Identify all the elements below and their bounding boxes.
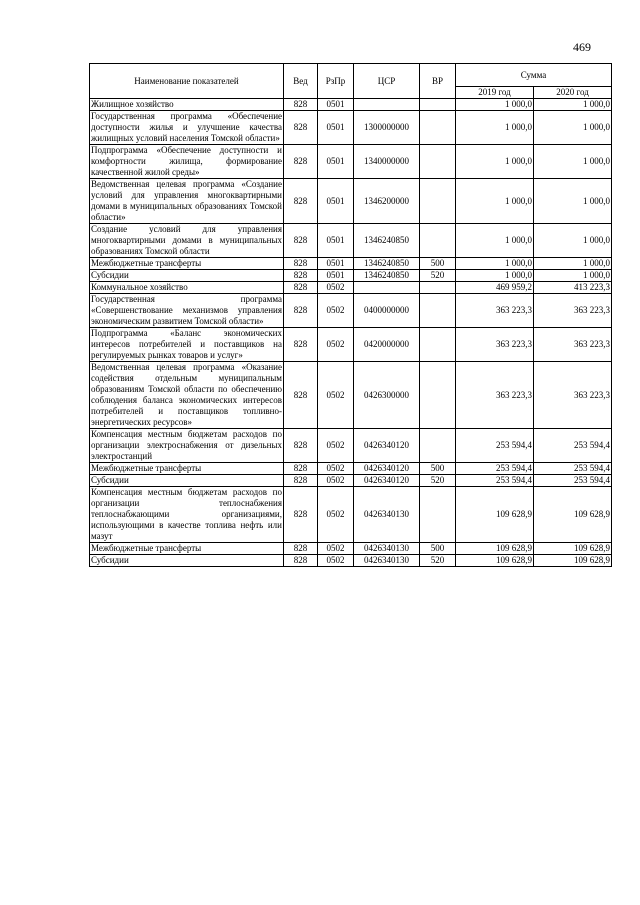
row-rzpr: 0501 [318, 224, 354, 258]
row-vr: 500 [420, 258, 456, 270]
row-sum-2020: 109 628,9 [534, 543, 612, 555]
row-ved: 828 [284, 99, 318, 111]
row-ved: 828 [284, 224, 318, 258]
row-name: Субсидии [90, 555, 284, 567]
row-sum-2019: 109 628,9 [456, 543, 534, 555]
row-vr: 520 [420, 475, 456, 487]
row-sum-2020: 363 223,3 [534, 362, 612, 429]
row-sum-2020: 1 000,0 [534, 179, 612, 224]
row-ved: 828 [284, 294, 318, 328]
row-sum-2019: 363 223,3 [456, 362, 534, 429]
row-vr [420, 224, 456, 258]
row-csr: 0426340130 [354, 555, 420, 567]
row-rzpr: 0501 [318, 111, 354, 145]
table-row [90, 179, 612, 224]
row-vr [420, 145, 456, 179]
row-name: Ведомственная целевая программа «Оказание содействия отдельным муниципальным образованиям Томской области по обеспечению соблюдения баланса экономических интересов потребителей и поставщиков топливно-энергетических ресурсов» [91, 362, 282, 427]
row-sum-2019: 253 594,4 [456, 429, 534, 463]
row-name: Межбюджетные трансферты [90, 543, 284, 555]
row-sum-2019: 1 000,0 [456, 258, 534, 270]
row-rzpr: 0502 [318, 294, 354, 328]
row-sum-2019: 1 000,0 [456, 145, 534, 179]
row-name: Государственная программа «Совершенствование механизмов управления экономическим развитием Томской области» [91, 294, 282, 326]
row-ved: 828 [284, 258, 318, 270]
row-sum-2019: 1 000,0 [456, 99, 534, 111]
row-sum-2020: 1 000,0 [534, 270, 612, 282]
row-csr: 0426340130 [354, 543, 420, 555]
row-csr [354, 99, 420, 111]
row-csr: 1346240850 [354, 270, 420, 282]
row-sum-2020: 253 594,4 [534, 475, 612, 487]
row-sum-2020: 109 628,9 [534, 555, 612, 567]
row-vr [420, 282, 456, 294]
row-csr: 0420000000 [354, 328, 420, 362]
table-row [90, 258, 612, 270]
row-name: Компенсация местным бюджетам расходов по организации электроснабжения от дизельных электростанций [91, 429, 282, 461]
table-row [90, 463, 612, 475]
row-sum-2019: 1 000,0 [456, 111, 534, 145]
row-sum-2020: 1 000,0 [534, 224, 612, 258]
header-2019: 2019 год [456, 87, 534, 99]
row-rzpr: 0502 [318, 463, 354, 475]
row-ved: 828 [284, 362, 318, 429]
row-rzpr: 0501 [318, 179, 354, 224]
table-row [90, 543, 612, 555]
row-csr: 1346200000 [354, 179, 420, 224]
header-name: Наименование показателей [90, 64, 284, 99]
row-csr: 0426340130 [354, 487, 420, 543]
row-sum-2019: 109 628,9 [456, 487, 534, 543]
row-rzpr: 0502 [318, 362, 354, 429]
table-row [90, 224, 612, 258]
table-row [90, 99, 612, 111]
row-ved: 828 [284, 463, 318, 475]
row-vr: 500 [420, 543, 456, 555]
row-name: Ведомственная целевая программа «Создание условий для управления многоквартирными домами в муниципальных образованиях Томской области» [91, 179, 282, 222]
row-sum-2019: 253 594,4 [456, 475, 534, 487]
row-csr: 0400000000 [354, 294, 420, 328]
page-number: 469 [573, 40, 591, 54]
row-rzpr: 0501 [318, 258, 354, 270]
row-csr: 0426300000 [354, 362, 420, 429]
row-vr [420, 179, 456, 224]
row-sum-2020: 1 000,0 [534, 99, 612, 111]
row-sum-2019: 363 223,3 [456, 294, 534, 328]
row-csr: 0426340120 [354, 429, 420, 463]
table-row [90, 475, 612, 487]
row-rzpr: 0502 [318, 282, 354, 294]
row-sum-2019: 469 959,2 [456, 282, 534, 294]
row-vr [420, 328, 456, 362]
budget-table [89, 63, 612, 567]
row-sum-2020: 1 000,0 [534, 258, 612, 270]
row-name: Межбюджетные трансферты [90, 258, 284, 270]
row-rzpr: 0502 [318, 328, 354, 362]
row-csr: 1346240850 [354, 224, 420, 258]
table-row [90, 487, 612, 543]
row-rzpr: 0501 [318, 270, 354, 282]
row-ved: 828 [284, 555, 318, 567]
row-sum-2020: 363 223,3 [534, 294, 612, 328]
header-vr: ВР [420, 64, 456, 99]
row-sum-2019: 253 594,4 [456, 463, 534, 475]
row-rzpr: 0502 [318, 487, 354, 543]
table-row [90, 429, 612, 463]
row-ved: 828 [284, 429, 318, 463]
row-vr: 500 [420, 463, 456, 475]
table-row [90, 362, 612, 429]
header-sum: Сумма [456, 64, 612, 87]
row-sum-2019: 1 000,0 [456, 270, 534, 282]
table-row [90, 270, 612, 282]
row-rzpr: 0501 [318, 145, 354, 179]
row-rzpr: 0502 [318, 475, 354, 487]
row-csr: 1340000000 [354, 145, 420, 179]
table-row [90, 282, 612, 294]
table-row [90, 294, 612, 328]
row-sum-2020: 1 000,0 [534, 111, 612, 145]
row-name: Межбюджетные трансферты [90, 463, 284, 475]
row-name: Коммунальное хозяйство [90, 282, 284, 294]
row-rzpr: 0502 [318, 555, 354, 567]
row-rzpr: 0502 [318, 429, 354, 463]
table-row [90, 145, 612, 179]
header-rzpr: РзПр [318, 64, 354, 99]
table-body [90, 99, 612, 567]
row-ved: 828 [284, 111, 318, 145]
row-sum-2020: 109 628,9 [534, 487, 612, 543]
row-vr: 520 [420, 555, 456, 567]
row-ved: 828 [284, 270, 318, 282]
row-name: Государственная программа «Обеспечение доступности жилья и улучшение качества жилищных условий населения Томской области» [91, 111, 282, 143]
row-vr [420, 487, 456, 543]
row-vr [420, 99, 456, 111]
row-vr [420, 429, 456, 463]
row-sum-2019: 1 000,0 [456, 224, 534, 258]
header-csr: ЦСР [354, 64, 420, 99]
row-name: Подпрограмма «Баланс экономических интересов потребителей и поставщиков на регулируемых рынках товаров и услуг» [91, 328, 282, 360]
row-sum-2020: 253 594,4 [534, 429, 612, 463]
row-name: Субсидии [90, 475, 284, 487]
table-row [90, 328, 612, 362]
row-csr: 0426340120 [354, 463, 420, 475]
row-name: Подпрограмма «Обеспечение доступности и комфортности жилища, формирование качественной жилой среды» [91, 145, 282, 177]
row-ved: 828 [284, 328, 318, 362]
row-ved: 828 [284, 543, 318, 555]
row-csr: 1346240850 [354, 258, 420, 270]
row-rzpr: 0502 [318, 543, 354, 555]
row-vr [420, 111, 456, 145]
row-sum-2020: 1 000,0 [534, 145, 612, 179]
row-sum-2020: 363 223,3 [534, 328, 612, 362]
row-vr: 520 [420, 270, 456, 282]
row-sum-2019: 1 000,0 [456, 179, 534, 224]
row-name: Жилищное хозяйство [90, 99, 284, 111]
row-name: Субсидии [90, 270, 284, 282]
row-sum-2019: 363 223,3 [456, 328, 534, 362]
row-sum-2019: 109 628,9 [456, 555, 534, 567]
row-csr [354, 282, 420, 294]
row-ved: 828 [284, 282, 318, 294]
row-sum-2020: 413 223,3 [534, 282, 612, 294]
header-ved: Вед [284, 64, 318, 99]
row-csr: 0426340120 [354, 475, 420, 487]
row-ved: 828 [284, 475, 318, 487]
row-vr [420, 294, 456, 328]
table-row [90, 111, 612, 145]
row-name: Создание условий для управления многоквартирными домами в муниципальных образованиях Томской области [91, 224, 282, 256]
row-name: Компенсация местным бюджетам расходов по организации теплоснабжения теплоснабжающими организациями, использующими в качестве топлива нефть или мазут [91, 487, 282, 541]
row-vr [420, 362, 456, 429]
row-ved: 828 [284, 487, 318, 543]
row-rzpr: 0501 [318, 99, 354, 111]
row-ved: 828 [284, 145, 318, 179]
row-csr: 1300000000 [354, 111, 420, 145]
row-sum-2020: 253 594,4 [534, 463, 612, 475]
table-row [90, 555, 612, 567]
header-2020: 2020 год [534, 87, 612, 99]
row-ved: 828 [284, 179, 318, 224]
